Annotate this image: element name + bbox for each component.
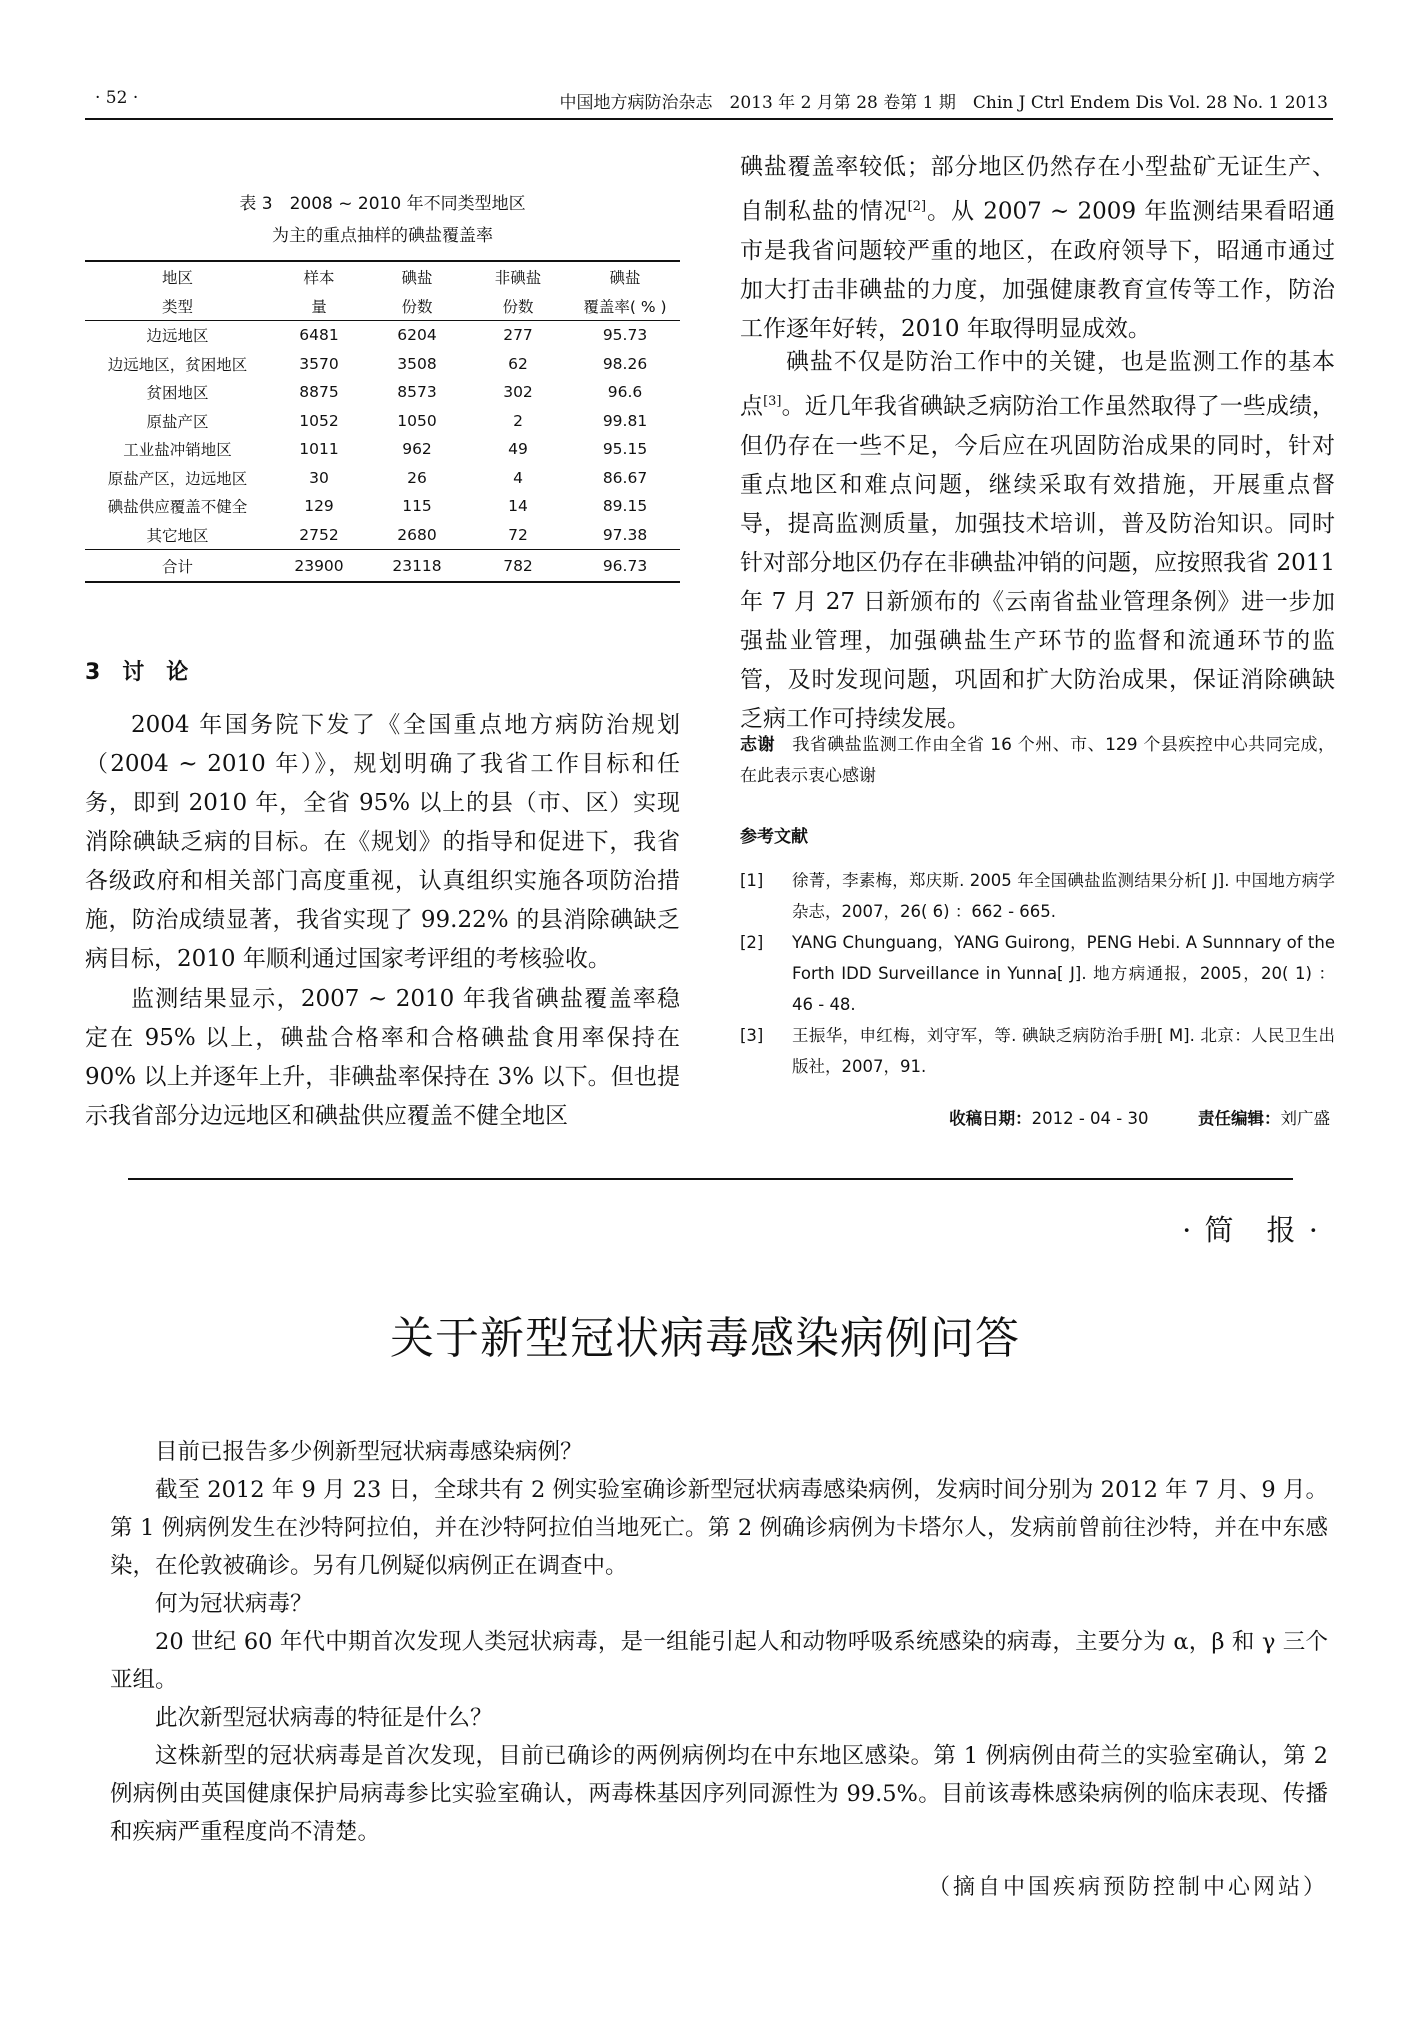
cell-region: 边远地区 bbox=[146, 327, 209, 346]
cell: 30 bbox=[309, 468, 329, 487]
header-rule bbox=[85, 118, 1333, 120]
cell: 277 bbox=[503, 326, 533, 345]
header-cell: 样本 bbox=[270, 261, 368, 292]
cell: 95.15 bbox=[602, 440, 648, 459]
table-header-row bbox=[85, 261, 680, 292]
editor-name: 刘广盛 bbox=[1280, 1109, 1330, 1128]
table-title-line2: 为主的重点抽样的碘盐覆盖率 bbox=[272, 226, 493, 246]
received-date: 2012 - 04 - 30 bbox=[1031, 1109, 1149, 1128]
source-note: （摘自中国疾病预防控制中心网站） bbox=[927, 1875, 1328, 1900]
cell-region: 工业盐冲销地区 bbox=[123, 441, 232, 460]
page-number: · 52 · bbox=[95, 88, 139, 108]
cell: 14 bbox=[508, 497, 528, 516]
editor-label: 责任编辑： bbox=[1198, 1109, 1281, 1128]
received-line bbox=[949, 1105, 1330, 1129]
citation: [3] bbox=[763, 394, 782, 409]
cell: 99.81 bbox=[602, 411, 648, 430]
cell: 97.38 bbox=[602, 525, 648, 544]
reference-text: YANG Chunguang，YANG Guirong，PENG Hebi. A Sunnnary of the Forth IDD Surveillance in Yunna[ J]. 地方病通报，2005，20( 1) ：46 - 48. bbox=[792, 933, 1335, 1014]
question-1: 目前已报告多少例新型冠状病毒感染病例？ bbox=[155, 1439, 583, 1465]
cell: 8875 bbox=[299, 383, 339, 402]
table-header-row bbox=[85, 292, 680, 321]
cell-region: 贫困地区 bbox=[146, 384, 209, 403]
citation: [2] bbox=[907, 199, 927, 214]
answer-1: 截至 2012 年 9 月 23 日，全球共有 2 例实验室确诊新型冠状病毒感染病例，发病时间分别为 2012 年 7 月、9 月。第 1 例病例发生在沙特阿拉伯，并在沙特阿拉伯当地死亡。第 2 例确诊病例为卡塔尔人，发病前曾前往沙特，并在中东感染，在伦敦被确诊。另有几例疑似病例正在调查中。 bbox=[110, 1477, 1328, 1579]
header-cell: 覆盖率( % ) bbox=[570, 292, 680, 321]
section-separator bbox=[128, 1178, 1293, 1180]
header-cell: 碘盐 bbox=[368, 261, 466, 292]
cell: 86.67 bbox=[602, 468, 648, 487]
right-paragraph-1 bbox=[740, 148, 1335, 349]
cell: 6204 bbox=[397, 326, 437, 345]
cell: 72 bbox=[508, 525, 528, 544]
cell: 6481 bbox=[299, 326, 339, 345]
cell: 95.73 bbox=[602, 326, 648, 345]
cell: 4 bbox=[513, 468, 523, 487]
answer-2: 20 世纪 60 年代中期首次发现人类冠状病毒，是一组能引起人和动物呼吸系统感染的病毒，主要分为 α，β 和 γ 三个亚组。 bbox=[110, 1629, 1328, 1693]
table-row bbox=[85, 378, 680, 407]
brief-title: 关于新型冠状病毒感染病例问答 bbox=[390, 1313, 1020, 1364]
reference-item bbox=[740, 927, 1335, 1020]
section-heading: 3 讨 论 bbox=[85, 660, 189, 685]
right-paragraph-2 bbox=[740, 343, 1335, 739]
cell: 962 bbox=[402, 440, 432, 459]
cell: 23900 bbox=[270, 550, 368, 583]
cell: 96.73 bbox=[570, 550, 680, 583]
table-row bbox=[85, 492, 680, 521]
table-title bbox=[85, 188, 680, 252]
table-row bbox=[85, 521, 680, 550]
cell: 2680 bbox=[397, 525, 437, 544]
header-cell: 量 bbox=[270, 292, 368, 321]
header-cell: 地区 bbox=[85, 261, 270, 292]
reference-text: 徐菁，李素梅，郑庆斯. 2005 年全国碘盐监测结果分析[ J]. 中国地方病学杂志，2007，26( 6) ：662 - 665. bbox=[792, 871, 1335, 921]
cell: 115 bbox=[402, 497, 432, 516]
question-2: 何为冠状病毒？ bbox=[155, 1591, 313, 1617]
cell: 302 bbox=[503, 383, 533, 402]
header-cell: 份数 bbox=[466, 292, 570, 321]
text: 。近几年我省碘缺乏病防治工作虽然取得了一些成绩，但仍存在一些不足，今后应在巩固防治成果的同时，针对重点地区和难点问题，继续采取有效措施，开展重点督导，提高监测质量，加强技术培训，普及防治知识。同时针对部分地区仍存在非碘盐冲销的问题，应按照我省 2011 年 7 月 27 日新颁布的《云南省盐业管理条例》进一步加强盐业管理，加强碘盐生产环节的监督和流通环节的监管，及时发现问题，巩固和扩大防治成果，保证消除碘缺乏病工作可持续发展。 bbox=[740, 393, 1336, 732]
references-list bbox=[740, 865, 1335, 1082]
answer-3: 这株新型的冠状病毒是首次发现，目前已确诊的两例病例均在中东地区感染。第 1 例病例由荷兰的实验室确认，第 2 例病例由英国健康保护局病毒参比实验室确认，两毒株基因序列同源性为 99.5%。目前该毒株感染病例的临床表现、传播和疾病严重程度尚不清楚。 bbox=[110, 1743, 1328, 1845]
header-cell: 类型 bbox=[85, 292, 270, 321]
reference-number: [2] bbox=[740, 933, 764, 952]
cell: 26 bbox=[407, 468, 427, 487]
cell: 49 bbox=[508, 440, 528, 459]
cell: 1050 bbox=[397, 411, 437, 430]
cell: 2752 bbox=[299, 525, 339, 544]
reference-text: 王振华，申红梅，刘守军，等. 碘缺乏病防治手册[ M]. 北京：人民卫生出版社，2007，91. bbox=[792, 1026, 1335, 1076]
table-total-row bbox=[85, 550, 680, 583]
acknowledgement bbox=[740, 730, 1335, 792]
table-row bbox=[85, 435, 680, 464]
ack-text: 我省碘盐监测工作由全省 16 个州、市、129 个县疾控中心共同完成，在此表示衷心感谢 bbox=[740, 735, 1336, 786]
header-cell: 非碘盐 bbox=[466, 261, 570, 292]
cell: 1052 bbox=[299, 411, 339, 430]
cell: 782 bbox=[466, 550, 570, 583]
text: 。从 2007 ~ 2009 年监测结果看昭通市是我省问题较严重的地区，在政府领导下，昭通市通过加大打击非碘盐的力度，加强健康教育宣传等工作，防治工作逐年好转，2010 年取得明显成效。 bbox=[740, 198, 1335, 342]
journal-header: 中国地方病防治杂志 2013 年 2 月第 28 卷第 1 期 Chin J Ctrl Endem Dis Vol. 28 No. 1 2013 bbox=[559, 93, 1328, 113]
cell-region: 原盐产区 bbox=[146, 412, 209, 431]
reference-item bbox=[740, 1020, 1335, 1082]
coverage-table bbox=[85, 260, 680, 583]
references-heading: 参考文献 bbox=[740, 827, 808, 847]
cell: 96.6 bbox=[607, 383, 643, 402]
cell: 3508 bbox=[397, 354, 437, 373]
discussion-paragraph-1: 2004 年国务院下发了《全国重点地方病防治规划（2004 ~ 2010 年）》，规划明确了我省工作目标和任务，即到 2010 年，全省 95% 以上的县（市、区）实现消除碘缺乏病的目标。在《规划》的指导和促进下，我省各级政府和相关部门高度重视，认真组织实施各项防治措施，防治成绩显著，我省实现了 99.22% 的县消除碘缺乏病目标，2010 年顺利通过国家考评组的考核验收。 bbox=[85, 712, 680, 972]
table-row bbox=[85, 350, 680, 379]
table-row bbox=[85, 407, 680, 436]
table-title-line1: 表 3 2008 ~ 2010 年不同类型地区 bbox=[239, 194, 526, 214]
cell-region: 原盐产区，边远地区 bbox=[107, 469, 248, 488]
cell: 1011 bbox=[299, 440, 339, 459]
cell-region: 碘盐供应覆盖不健全 bbox=[107, 498, 248, 517]
text: 碘盐不仅是防治工作中的关键，也是监测工作的基本点 bbox=[740, 349, 1335, 420]
header-cell: 碘盐 bbox=[570, 261, 680, 292]
cell-region: 合计 bbox=[85, 550, 270, 583]
discussion-paragraph-2: 监测结果显示，2007 ~ 2010 年我省碘盐覆盖率稳定在 95% 以上，碘盐合格率和合格碘盐食用率保持在 90% 以上并逐年上升，非碘盐率保持在 3% 以下。但也提示我省部分边远地区和碘盐供应覆盖不健全地区 bbox=[85, 986, 680, 1129]
text: 碘盐覆盖率较低；部分地区仍然存在小型盐矿无证生产、自制私盐的情况 bbox=[740, 154, 1335, 225]
cell: 3570 bbox=[299, 354, 339, 373]
cell: 23118 bbox=[368, 550, 466, 583]
qa-body bbox=[110, 1433, 1328, 1851]
cell: 129 bbox=[304, 497, 334, 516]
cell: 8573 bbox=[397, 383, 437, 402]
received-label: 收稿日期： bbox=[949, 1109, 1032, 1128]
reference-number: [1] bbox=[740, 871, 764, 890]
cell-region: 边远地区，贫困地区 bbox=[107, 355, 248, 374]
brief-tag: · 简 报 · bbox=[1182, 1213, 1320, 1247]
question-3: 此次新型冠状病毒的特征是什么？ bbox=[155, 1705, 493, 1731]
table-row bbox=[85, 321, 680, 350]
ack-label: 志谢 bbox=[740, 735, 775, 755]
header-cell: 份数 bbox=[368, 292, 466, 321]
cell-region: 其它地区 bbox=[146, 526, 209, 545]
table-row bbox=[85, 464, 680, 493]
cell: 2 bbox=[513, 411, 523, 430]
reference-number: [3] bbox=[740, 1026, 764, 1045]
cell: 89.15 bbox=[602, 497, 648, 516]
reference-item bbox=[740, 865, 1335, 927]
cell: 98.26 bbox=[602, 354, 648, 373]
cell: 62 bbox=[508, 354, 528, 373]
